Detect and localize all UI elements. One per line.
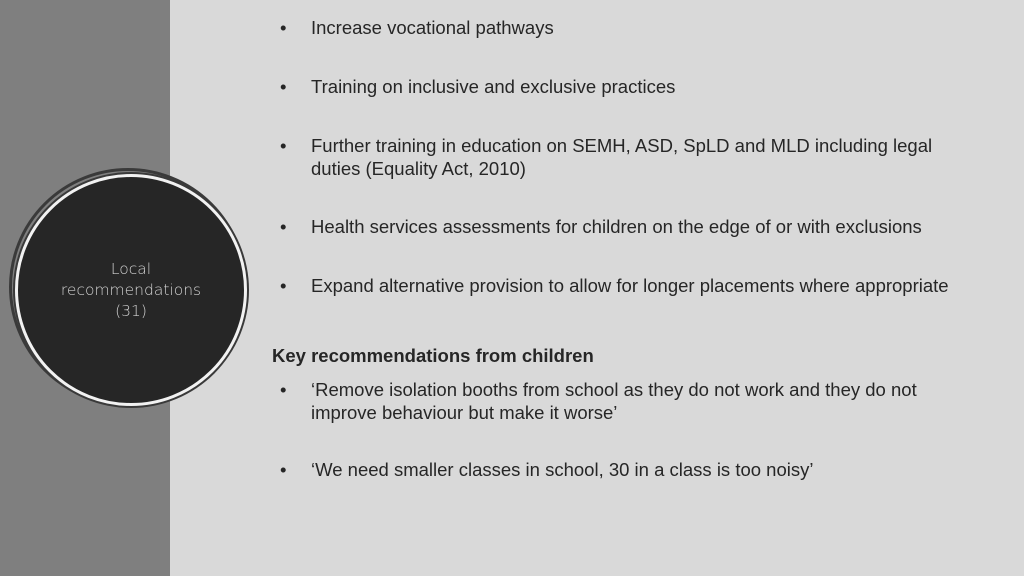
child-quote-text: ‘We need smaller classes in school, 30 in a class is too noisy’: [311, 459, 814, 480]
bullet-icon: •: [280, 459, 287, 480]
recommendation-text: Health services assessments for children on the edge of or with exclusions: [311, 216, 922, 237]
children-recommendations-heading: Key recommendations from children: [272, 345, 594, 366]
recommendation-text: Expand alternative provision to allow for longer placements where appropriate: [311, 275, 949, 296]
bullet-icon: •: [280, 135, 287, 156]
bullet-icon: •: [280, 275, 287, 296]
recommendation-text: Training on inclusive and exclusive practices: [311, 76, 676, 97]
section-badge: [15, 174, 247, 406]
recommendation-text: Increase vocational pathways: [311, 17, 554, 38]
bullet-icon: •: [280, 17, 287, 38]
badge-line: (31): [115, 301, 147, 320]
badge-line: Local: [110, 259, 152, 278]
bullet-icon: •: [280, 379, 287, 400]
badge-line: recommendations: [60, 280, 202, 299]
child-quote-text: ‘Remove isolation booths from school as they do not work and they do not improve behaviour but make it worse’: [311, 379, 917, 423]
badge-title: [46, 259, 216, 322]
bullet-icon: •: [280, 76, 287, 97]
bullet-icon: •: [280, 216, 287, 237]
recommendation-text: Further training in education on SEMH, ASD, SpLD and MLD including legal duties (Equality Act, 2010): [311, 135, 933, 179]
